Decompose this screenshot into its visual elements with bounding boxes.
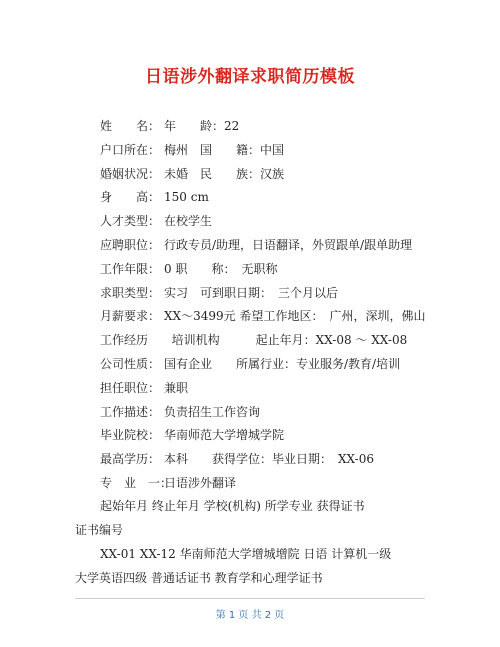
- document-title: 日语涉外翻译求职简历模板: [145, 67, 355, 87]
- field-value: 兼职: [164, 380, 189, 395]
- field-row: [100, 356, 400, 372]
- field-value: 在校学生: [164, 214, 213, 229]
- field-row: [100, 404, 260, 420]
- field-label: 公司性质：: [100, 357, 161, 371]
- field-value: 负责招生工作咨询: [164, 404, 261, 419]
- field-row: [100, 261, 277, 277]
- page-number: 第 1 页 共 2 页: [215, 610, 285, 621]
- field-row: [100, 189, 209, 205]
- field-label: 毕业院校：: [100, 428, 161, 443]
- field-value: 150 cm: [164, 190, 209, 205]
- field-row: [100, 166, 284, 182]
- field-value: 培训机构 起止年月：XX-08 ～ XX-08: [164, 333, 408, 348]
- field-value: 本科 获得学位：毕业日期： XX-06: [164, 452, 374, 467]
- field-row: [100, 380, 188, 396]
- field-label: 最高学历：: [100, 452, 161, 467]
- field-label: 人才类型：: [100, 214, 161, 229]
- field-value: 行政专员/助理，日语翻译，外贸跟单/跟单助理: [164, 238, 413, 252]
- field-value: 国有企业 所属行业：专业服务/教育/培训: [164, 357, 401, 371]
- field-label: 担任职位：: [100, 380, 161, 395]
- field-label: 户口所在：: [100, 142, 161, 157]
- field-label: 应聘职位：: [100, 238, 161, 252]
- field-value: 年 龄：22: [164, 119, 240, 133]
- field-row: [100, 308, 425, 324]
- field-label: 专 业 一：: [100, 476, 173, 490]
- field-row: [100, 475, 236, 491]
- education-entry: XX-01 XX-12 华南师范大学增城增院 日语 计算机一级: [100, 547, 392, 561]
- field-value: 日语涉外翻译: [164, 476, 237, 490]
- field-value: 实习 可到职日期： 三个月以后: [164, 285, 339, 300]
- field-row: [100, 213, 212, 229]
- field-value: 未婚 民 族：汉族: [164, 166, 285, 181]
- field-value: 华南师范大学增城学院: [164, 428, 285, 443]
- field-row: [100, 332, 407, 348]
- field-row: [100, 118, 239, 134]
- field-row: [100, 237, 412, 253]
- field-row: [100, 142, 284, 158]
- field-value: XX～3499元 希望工作地区： 广州，深圳，佛山: [164, 309, 426, 324]
- footer-divider: [75, 598, 425, 599]
- field-label: 求职类型：: [100, 285, 161, 300]
- education-header-wrap: 证书编号: [75, 523, 124, 537]
- field-value: 0 职 称： 无职称: [164, 261, 278, 276]
- field-label: 月薪要求：: [100, 309, 161, 324]
- field-label: 工作描述：: [100, 404, 161, 419]
- field-value: 梅州 国 籍：中国: [164, 142, 285, 157]
- field-row: [100, 427, 284, 443]
- field-row: [100, 285, 338, 301]
- education-entry-wrap: 大学英语四级 普通话证书 教育学和心理学证书: [75, 571, 323, 585]
- field-label: 姓 名：: [100, 119, 161, 133]
- field-label: 工作年限：: [100, 261, 161, 276]
- education-header: 起始年月 终止年月 学校(机构) 所学专业 获得证书: [100, 499, 365, 513]
- field-label: 身 高：: [100, 190, 161, 205]
- field-label: 工作经历: [100, 333, 149, 348]
- field-row: [100, 451, 374, 467]
- field-label: 婚姻状况：: [100, 166, 161, 181]
